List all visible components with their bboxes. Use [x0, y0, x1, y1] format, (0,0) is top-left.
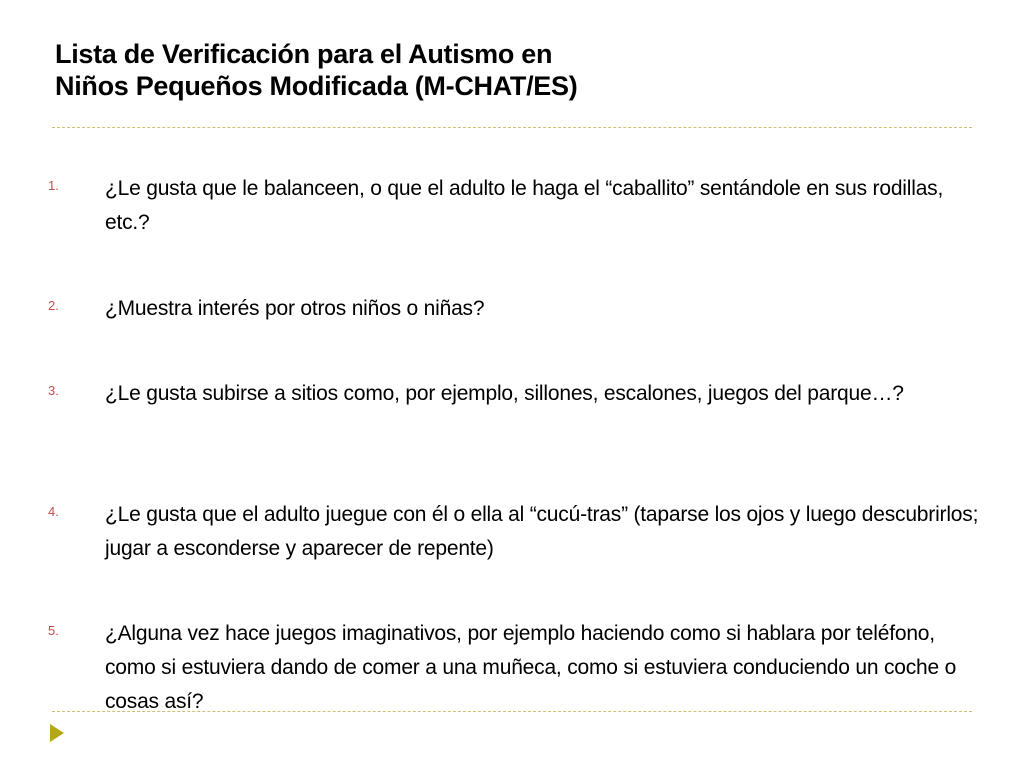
question-text: ¿Le gusta subirse a sitios como, por ejemplo, sillones, escalones, juegos del parque…? — [105, 382, 904, 405]
question-number: 1. — [48, 178, 59, 193]
question-number: 4. — [48, 504, 59, 519]
question-text: ¿Le gusta que le balanceen, o que el adulto le haga el “caballito” sentándole en sus rodillas, etc.? — [105, 177, 944, 234]
play-arrow-icon[interactable] — [50, 724, 64, 742]
question-text: ¿Muestra interés por otros niños o niñas? — [105, 297, 485, 320]
question-text: ¿Alguna vez hace juegos imaginativos, por ejemplo haciendo como si hablara por teléfono, como si estuviera dando de comer a una muñeca, como si estuviera conduciendo un coche o cosas así? — [105, 622, 957, 713]
slide-title-line-2: Niños Pequeños Modificada (M-CHAT/ES) — [55, 71, 578, 101]
question-number: 3. — [48, 383, 59, 398]
footer-divider — [52, 711, 972, 712]
slide-title-line-1: Lista de Verificación para el Autismo en — [55, 39, 553, 69]
question-number: 5. — [48, 623, 59, 638]
question-text: ¿Le gusta que el adulto juegue con él o ella al “cucú-tras” (taparse los ojos y luego descubrirlos; jugar a esconderse y aparecer de repente) — [105, 503, 979, 560]
question-number: 2. — [48, 298, 59, 313]
